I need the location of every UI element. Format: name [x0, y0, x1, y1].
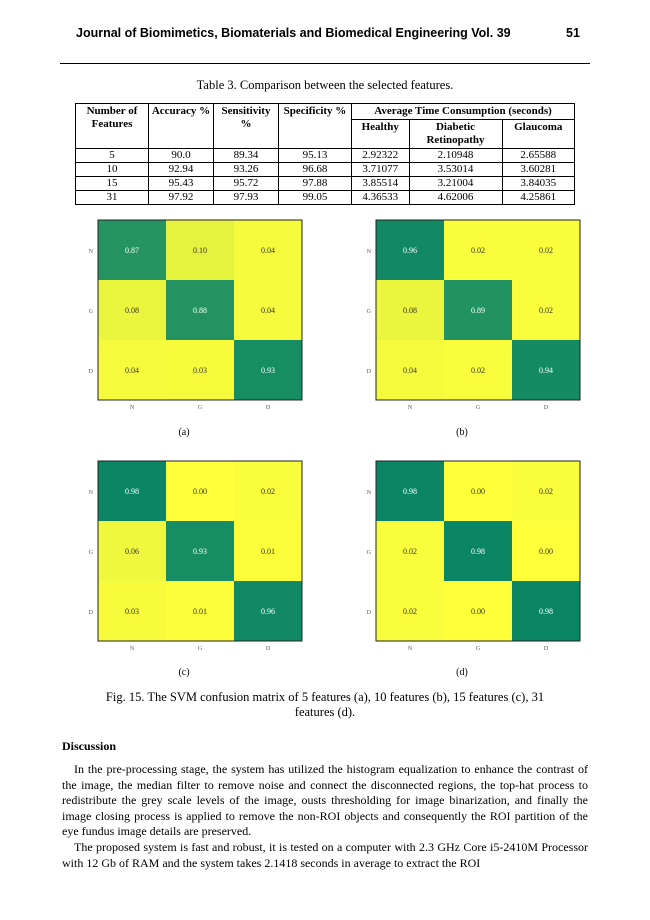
- heatmap-cell-value: 0.02: [539, 487, 553, 496]
- table-cell: 92.94: [149, 163, 214, 177]
- col-tick-label: N: [129, 405, 135, 411]
- heatmap-cell-value: 0.88: [193, 306, 207, 315]
- th-healthy: Healthy: [352, 120, 410, 149]
- table-cell: 95.72: [214, 177, 279, 191]
- table-cell: 4.25861: [502, 191, 574, 205]
- heatmap-cell-value: 0.93: [261, 366, 275, 375]
- journal-title: Journal of Biomimetics, Biomaterials and Biomedical Engineering Vol. 39: [76, 26, 511, 40]
- confusion-matrix-d: [366, 459, 584, 659]
- heatmap-cell-value: 0.10: [193, 246, 207, 255]
- confusion-matrix-svg: [366, 459, 584, 659]
- heatmap-cell-value: 0.98: [539, 607, 553, 616]
- subfigure-label-a: (a): [178, 427, 190, 438]
- col-tick-label: D: [543, 646, 549, 652]
- table-cell: 97.88: [279, 177, 352, 191]
- th-time-group: Average Time Consumption (seconds): [352, 104, 575, 120]
- row-tick-label: G: [366, 550, 371, 556]
- table-cell: 3.85514: [352, 177, 410, 191]
- confusion-matrix-b: [366, 218, 584, 418]
- table-cell: 97.92: [149, 191, 214, 205]
- row-tick-label: N: [366, 490, 371, 496]
- heatmap-cell-value: 0.03: [193, 366, 207, 375]
- row-tick-label: D: [366, 369, 371, 375]
- table-cell: 95.43: [149, 177, 214, 191]
- table-cell: 97.93: [214, 191, 279, 205]
- table-header-row: [76, 104, 575, 120]
- heatmap-cell-value: 0.08: [403, 306, 417, 315]
- table-cell: 90.0: [149, 149, 214, 163]
- heatmap-cell-value: 0.93: [193, 547, 207, 556]
- th-features: Number of Features: [76, 104, 149, 149]
- table-cell: 3.71077: [352, 163, 410, 177]
- heatmap-cell-value: 0.02: [539, 246, 553, 255]
- col-tick-label: G: [197, 646, 203, 652]
- table-row: [76, 149, 575, 163]
- heatmap-cell-value: 0.04: [125, 366, 139, 375]
- table-cell: 3.21004: [409, 177, 502, 191]
- features-table: [75, 103, 575, 205]
- col-tick-label: N: [407, 405, 413, 411]
- page-number: 51: [566, 26, 580, 40]
- heatmap-cell-value: 0.00: [471, 607, 485, 616]
- confusion-matrix-svg: [366, 218, 584, 418]
- table-cell: 4.62006: [409, 191, 502, 205]
- subfigure-label-d: (d): [456, 667, 468, 678]
- discussion-paragraph-2: The proposed system is fast and robust, it is tested on a computer with 2.3 GHz Core i5-2410M Processor with 12 Gb of RAM and the system takes 2.1418 seconds in average to extract the ROI: [62, 840, 588, 870]
- subfigure-label-b: (b): [456, 427, 468, 438]
- heatmap-cell-value: 0.02: [471, 366, 485, 375]
- col-tick-label: D: [265, 405, 271, 411]
- table-cell: 10: [76, 163, 149, 177]
- heatmap-cell-value: 0.04: [261, 306, 275, 315]
- th-accuracy: Accuracy %: [149, 104, 214, 149]
- heatmap-cell-value: 0.98: [403, 487, 417, 496]
- heatmap-cell-value: 0.02: [539, 306, 553, 315]
- table-row: [76, 163, 575, 177]
- table-cell: 93.26: [214, 163, 279, 177]
- confusion-matrix-c: [88, 459, 306, 659]
- heatmap-cell-value: 0.02: [403, 547, 417, 556]
- heatmap-cell-value: 0.00: [193, 487, 207, 496]
- heatmap-cell-value: 0.04: [261, 246, 275, 255]
- heatmap-cell-value: 0.02: [403, 607, 417, 616]
- heatmap-cell-value: 0.94: [539, 366, 553, 375]
- row-tick-label: D: [88, 610, 93, 616]
- row-tick-label: N: [88, 249, 93, 255]
- row-tick-label: N: [366, 249, 371, 255]
- col-tick-label: N: [407, 646, 413, 652]
- heatmap-cell-value: 0.08: [125, 306, 139, 315]
- table-cell: 3.60281: [502, 163, 574, 177]
- table-row: [76, 177, 575, 191]
- table-cell: 3.53014: [409, 163, 502, 177]
- row-tick-label: N: [88, 490, 93, 496]
- heatmap-cell-value: 0.89: [471, 306, 485, 315]
- heatmap-cell-value: 0.96: [261, 607, 275, 616]
- table-cell: 2.10948: [409, 149, 502, 163]
- heatmap-cell-value: 0.00: [471, 487, 485, 496]
- col-tick-label: G: [475, 405, 481, 411]
- col-tick-label: D: [265, 646, 271, 652]
- confusion-matrix-svg: [88, 218, 306, 418]
- th-specificity: Specificity %: [279, 104, 352, 149]
- th-glaucoma: Glaucoma: [502, 120, 574, 149]
- table-cell: 2.65588: [502, 149, 574, 163]
- col-tick-label: D: [543, 405, 549, 411]
- table-caption: Table 3. Comparison between the selected features.: [196, 78, 454, 92]
- table-cell: 89.34: [214, 149, 279, 163]
- table-cell: 5: [76, 149, 149, 163]
- heatmap-cell-value: 0.01: [261, 547, 275, 556]
- confusion-matrix-svg: [88, 459, 306, 659]
- th-sensitivity: Sensitivity %: [214, 104, 279, 149]
- row-tick-label: D: [366, 610, 371, 616]
- heatmap-cell-value: 0.01: [193, 607, 207, 616]
- table-cell: 15: [76, 177, 149, 191]
- row-tick-label: G: [88, 550, 93, 556]
- row-tick-label: G: [88, 309, 93, 315]
- heatmap-cell-value: 0.98: [125, 487, 139, 496]
- heatmap-cell-value: 0.87: [125, 246, 139, 255]
- table-row: [76, 191, 575, 205]
- heatmap-cell-value: 0.02: [261, 487, 275, 496]
- figure-caption: Fig. 15. The SVM confusion matrix of 5 features (a), 10 features (b), 15 features (c), 31 features (d).: [105, 690, 545, 719]
- section-heading: Discussion: [62, 739, 117, 753]
- row-tick-label: G: [366, 309, 371, 315]
- table-cell: 3.84035: [502, 177, 574, 191]
- table-cell: 96.68: [279, 163, 352, 177]
- subfigure-label-c: (c): [178, 667, 190, 678]
- col-tick-label: G: [197, 405, 203, 411]
- heatmap-cell-value: 0.03: [125, 607, 139, 616]
- heatmap-cell-value: 0.98: [471, 547, 485, 556]
- row-tick-label: D: [88, 369, 93, 375]
- table-cell: 4.36533: [352, 191, 410, 205]
- table-cell: 95.13: [279, 149, 352, 163]
- discussion-paragraph-1: In the pre-processing stage, the system has utilized the histogram equalization to enhance the contrast of the image, the median filter to remove noise and connect the disconnected regions, the top-hat process to redistribute the grey scale levels of the image, ousts thresholding for image binarization, and finally the image closing process is applied to remove the non-ROI objects and consequently the ROI partition of the eye fundus image details are preserved.: [62, 762, 588, 839]
- table-cell: 99.05: [279, 191, 352, 205]
- col-tick-label: N: [129, 646, 135, 652]
- heatmap-cell-value: 0.04: [403, 366, 417, 375]
- heatmap-cell-value: 0.06: [125, 547, 139, 556]
- table-cell: 31: [76, 191, 149, 205]
- heatmap-cell-value: 0.96: [403, 246, 417, 255]
- heatmap-cell-value: 0.00: [539, 547, 553, 556]
- col-tick-label: G: [475, 646, 481, 652]
- header-rule: [60, 63, 590, 64]
- confusion-matrix-a: [88, 218, 306, 418]
- th-diabetic: Diabetic Retinopathy: [409, 120, 502, 149]
- heatmap-cell-value: 0.02: [471, 246, 485, 255]
- table-cell: 2.92322: [352, 149, 410, 163]
